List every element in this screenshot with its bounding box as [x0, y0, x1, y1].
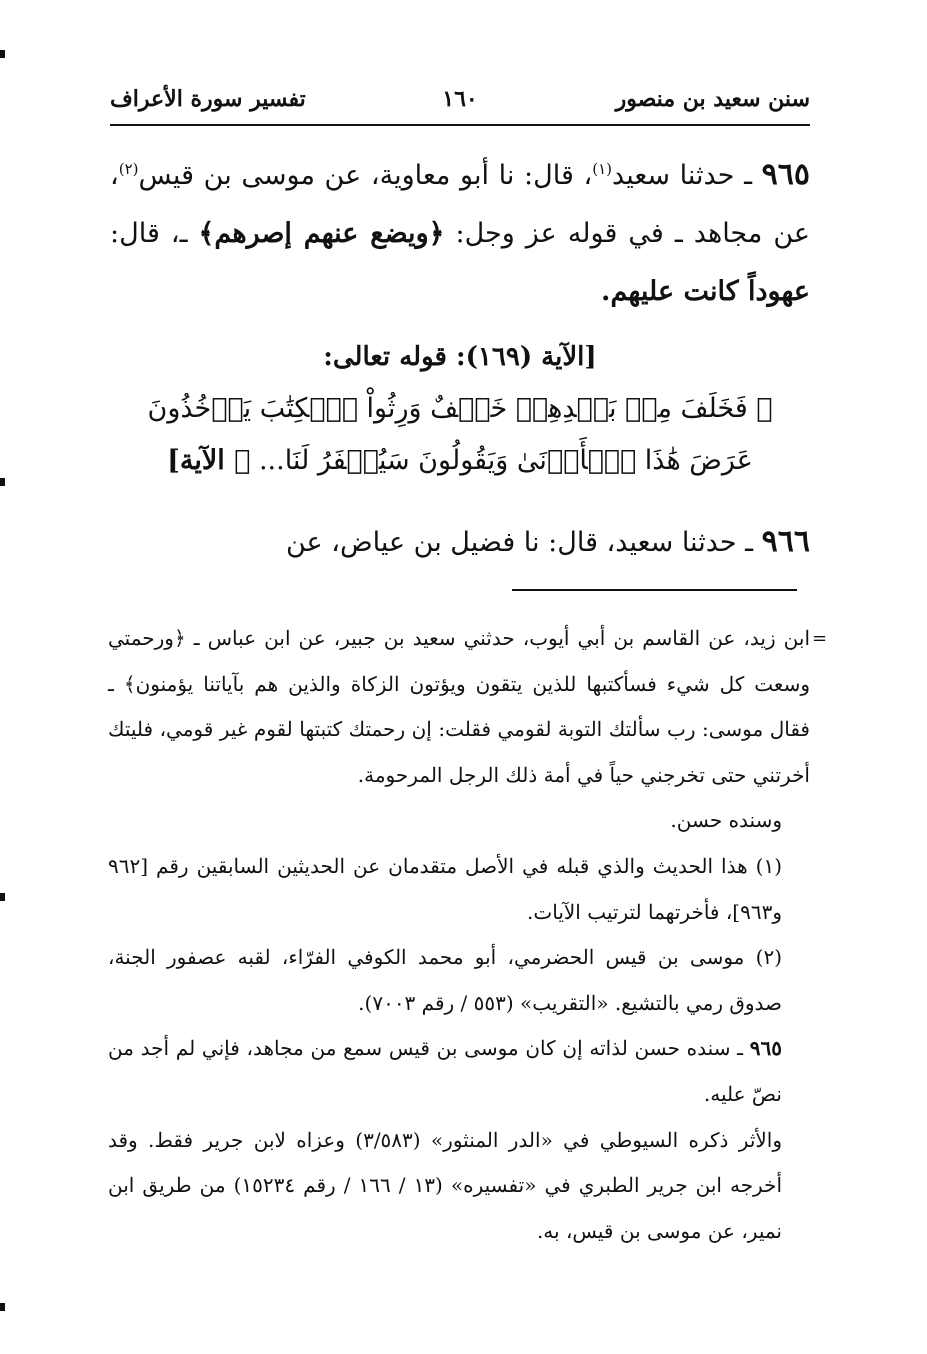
- footnote-2: [108, 935, 810, 1026]
- page-number: ١٦٠: [442, 86, 478, 112]
- commentary-965: [108, 1026, 810, 1117]
- commentary-965-sources: والأثر ذكره السيوطي في «الدر المنثور» (٣/٥٨٣) وعزاه لابن جرير فقط. وقد أخرجه ابن جرير الطبري في «تفسيره» (١٣ / ١٦٦ / رقم ١٥٢٣٤) من طريق ابن نمير، عن موسى بن قيس، به.: [108, 1127, 783, 1243]
- hadith-text: ـ، قال:: [110, 218, 199, 249]
- scan-mark: [0, 478, 5, 486]
- quran-quote: ﴿ويضع عنهم إصرهم﴾: [198, 218, 445, 249]
- hadith-answer: عهوداً كانت عليهم.: [601, 276, 810, 307]
- footnote-text: هذا الحديث والذي قبله في الأصل متقدمان عن الحديثين السابقين رقم [٩٦٢ و٩٦٣]، فأخرتهما لترتيب الآيات.: [108, 853, 782, 924]
- commentary-number: ٩٦٥: [749, 1036, 782, 1061]
- note-continuation: ابن زيد، عن القاسم بن أبي أيوب، حدثني سعيد بن جبير، عن ابن عباس ـ ﴿ورحمتي وسعت كل شيء فسأكتبها للذين يتقون ويؤتون الزكاة والذين هم بآياتنا يؤمنون﴾ ـ فقال موسى: رب سألتك التوبة لقومي فقلت: إن رحمتك كتبتها لقوم غير قومي، فليتك أخرتني حتى تخرجني حياً في أمة ذلك الرجل المرحومة.: [108, 626, 810, 787]
- footnote-rule: [512, 589, 797, 591]
- header-rule: [110, 124, 810, 126]
- scan-mark: [0, 1303, 5, 1311]
- footnote-ref-1[interactable]: (١): [592, 160, 613, 178]
- ayah-line-2: [110, 435, 810, 487]
- hadith-966: [110, 513, 810, 572]
- footnote-number: (٢): [755, 945, 782, 970]
- surah-title: تفسير سورة الأعراف: [110, 86, 306, 112]
- hadith-text: حدثنا سعيد، قال: نا فضيل بن عياض، عن: [285, 527, 737, 558]
- ayah-title: [الآية (١٦٩): قوله تعالى:: [323, 342, 597, 372]
- scan-mark: [0, 50, 5, 58]
- ayah-section: [110, 331, 810, 487]
- ayah-line-1: ﴿ فَخَلَفَ مِنۢ بَعۡدِهِمۡ خَلۡفٌ وَرِثُواْ ٱلۡكِتَٰبَ يَأۡخُذُونَ: [147, 393, 773, 424]
- footnote-number: (١): [755, 853, 782, 878]
- dash: ـ: [734, 160, 762, 191]
- note-grading: وسنده حسن.: [670, 808, 782, 833]
- hadith-number: ٩٦٥: [761, 157, 810, 192]
- ayah-tail: الآية]: [167, 445, 235, 476]
- footnote-1: [108, 844, 810, 935]
- book-title: سنن سعيد بن منصور: [615, 86, 810, 112]
- continuation-mark: =: [812, 628, 828, 649]
- footnotes: [108, 616, 810, 1254]
- footnote-ref-2[interactable]: (٢): [118, 160, 139, 178]
- running-header: [110, 86, 810, 120]
- hadith-text: حدثنا سعيد: [612, 160, 735, 191]
- ayah-text: عَرَضَ هَٰذَا ٱلۡأَدۡنَىٰ وَيَقُولُونَ سَيُغۡفَرُ لَنَا... ﴾: [234, 445, 753, 476]
- hadith-965: [110, 140, 810, 321]
- dash: ـ: [736, 527, 762, 558]
- hadith-text: ، قال: نا أبو معاوية، عن موسى بن قيس: [138, 160, 593, 191]
- main-text: [110, 140, 810, 572]
- hadith-text: ، عن مجاهد ـ في قوله عز وجل:: [110, 160, 811, 249]
- commentary-text: ـ سنده حسن لذاته إن كان موسى بن قيس سمع من مجاهد، فإني لم أجد من نصّ عليه.: [108, 1036, 782, 1106]
- hadith-number: ٩٦٦: [761, 524, 810, 559]
- footnote-text: موسى بن قيس الحضرمي، أبو محمد الكوفي الفرّاء، لقبه عصفور الجنة، صدوق رمي بالتشيع. «التقريب» (٥٥٣ / رقم ٧٠٠٣).: [108, 945, 782, 1015]
- scan-mark: [0, 893, 5, 901]
